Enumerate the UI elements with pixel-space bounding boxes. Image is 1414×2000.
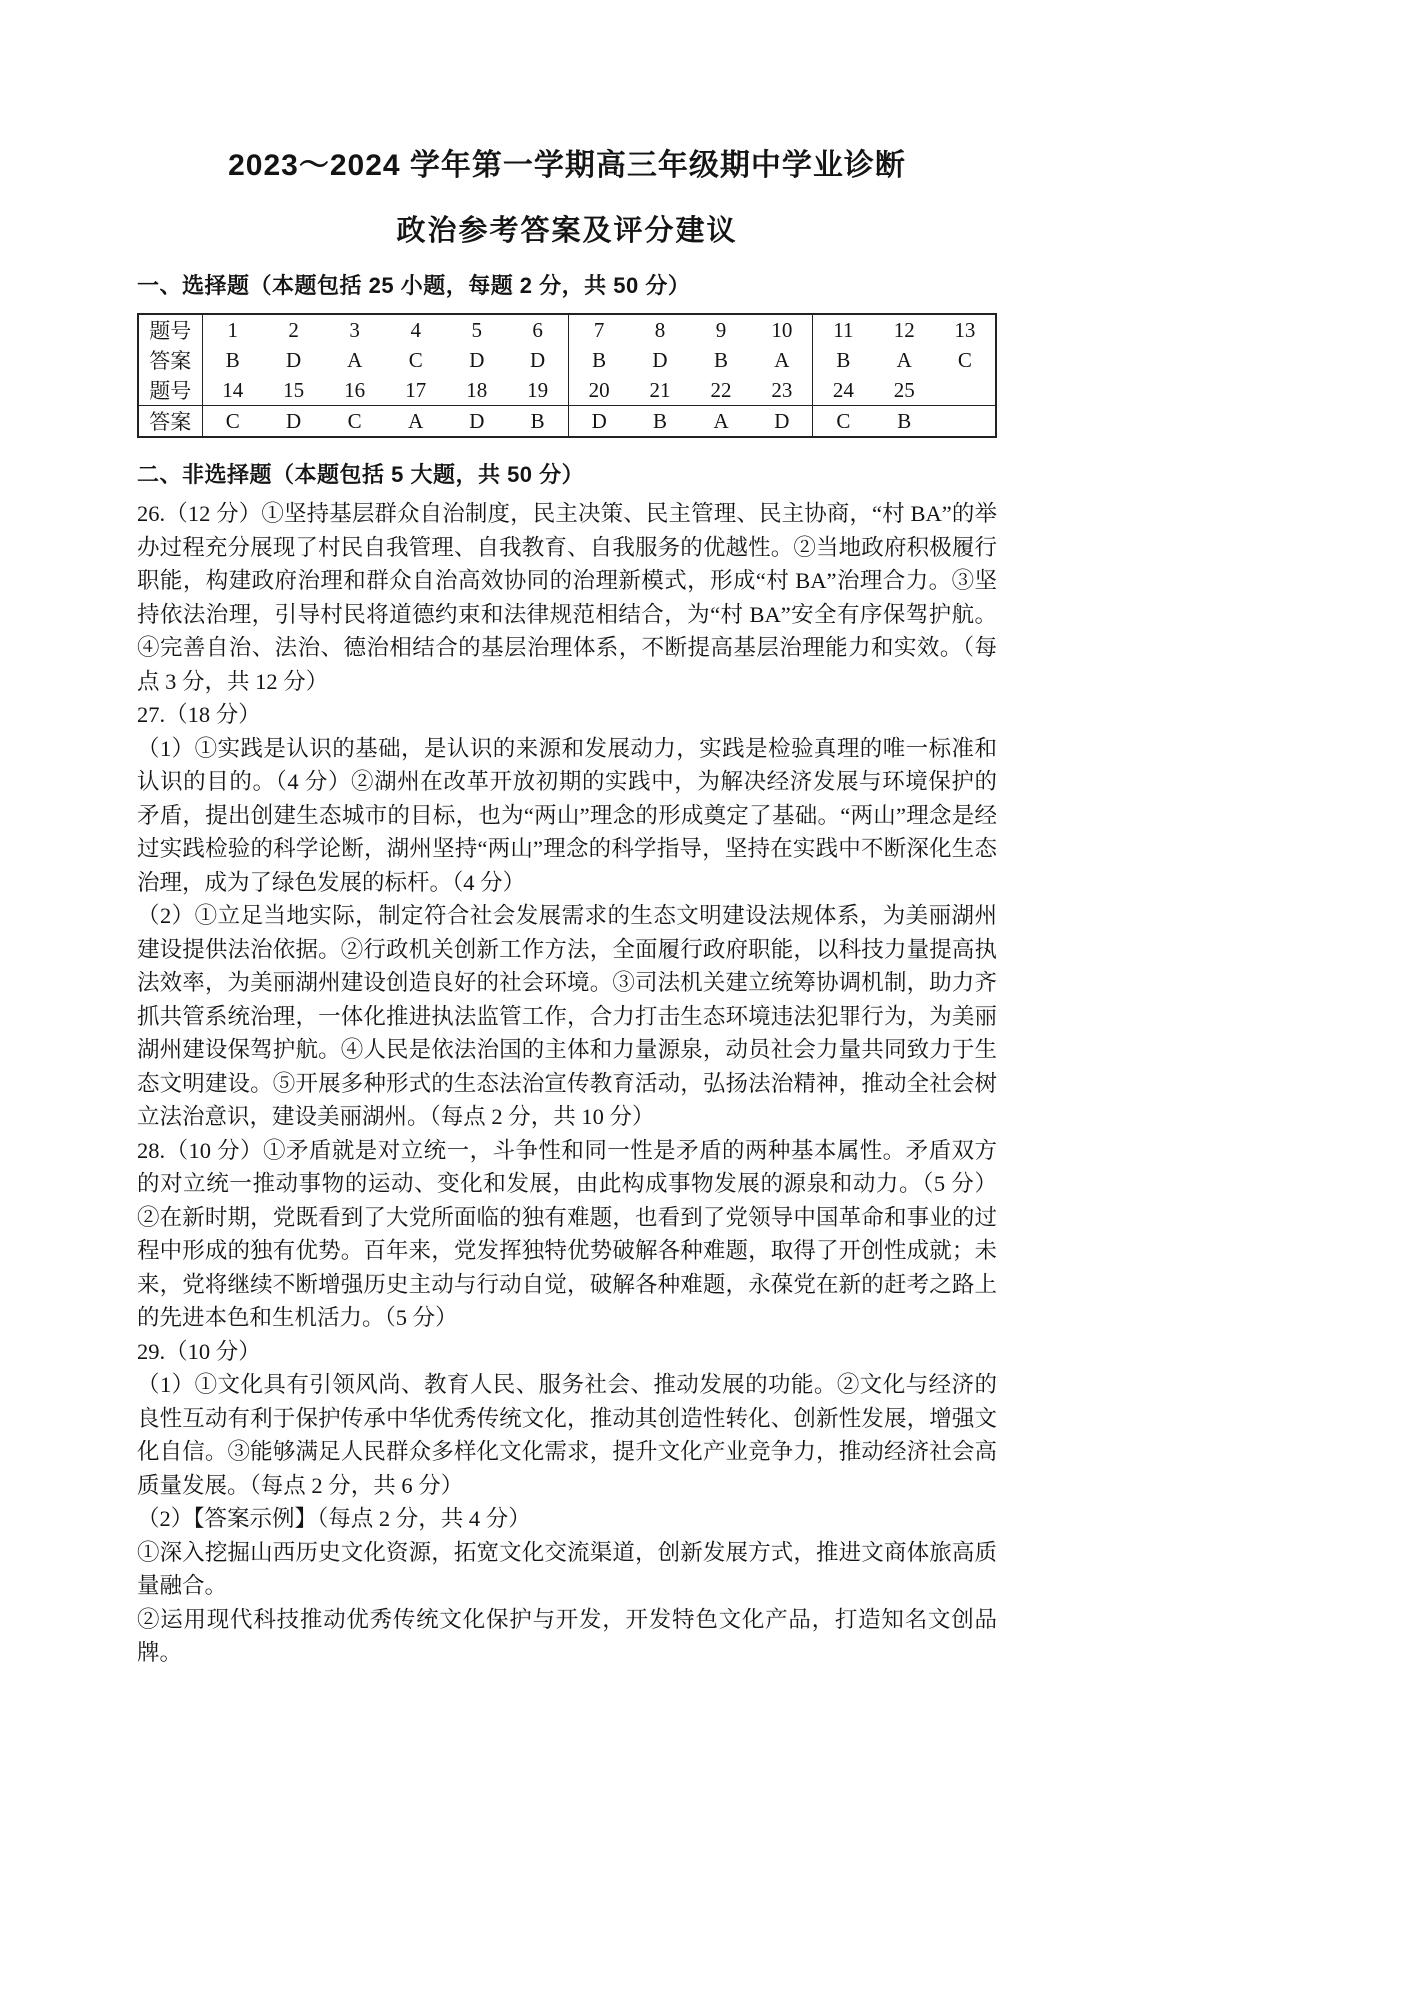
answer-cell: D [568,406,629,438]
answer-cell: 12 [893,317,915,342]
answer-cell: A [385,406,446,438]
row-header-cell: 题号 [138,375,202,406]
answer-table-row [138,314,996,345]
answer-cell: 1 [227,317,239,342]
answer-cell: D [446,406,507,438]
answer-27-part2: （2）①立足当地实际，制定符合社会发展需求的生态文明建设法规体系，为美丽湖州建设提供法治依据。②行政机关创新工作方法，全面履行政府职能，以科技力量提高执法效率，为美丽湖州建设创造良好的社会环境。③司法机关建立统筹协调机制，助力齐抓共管系统治理，一体化推进执法监管工作，合力打击生态环境违法犯罪行为，为美丽湖州建设保驾护航。④人民是依法治国的主体和力量源泉，动员社会力量共同致力于生态文明建设。⑤开展多种形式的生态法治宣传教育活动，弘扬法治精神，推动全社会树立法治意识，建设美丽湖州。（每点 2 分，共 10 分） [137,903,997,1129]
answer-cell: C [813,406,874,438]
answer-cell: 19 [527,377,549,402]
answer-cell: 18 [466,377,488,402]
answer-cell: B [629,406,690,438]
answer-cell: 20 [568,375,629,406]
answer-cell: D [286,347,302,372]
answer-cell: A [774,347,790,372]
answer-28: 28.（10 分）①矛盾就是对立统一，斗争性和同一性是矛盾的两种基本属性。矛盾双方的对立统一推动事物的运动、变化和发展，由此构成事物发展的源泉和动力。（5 分）②在新时期，党既看到了大党所面临的独有难题，也看到了党领导中国革命和事业的过程中形成的独有优势。百年来，党发挥独特优势破解各种难题，取得了开创性成就；未来，党将继续不断增强历史主动与行动自觉，破解各种难题，永葆党在新的赶考之路上的先进本色和生机活力。（5 分） [137,1137,997,1330]
row-header-cell: 答案 [138,406,202,438]
answer-cell: 24 [813,375,874,406]
answer-cell: B [714,347,729,372]
answer-table-row [138,375,996,406]
document-title: 2023～2024 学年第一学期高三年级期中学业诊断 [228,149,906,182]
answer-cell: 15 [283,377,305,402]
answer-29-part2-heading: （2）【答案示例】（每点 2 分，共 4 分） [137,1506,531,1531]
section-choice-heading: 一、选择题（本题包括 25 小题，每题 2 分，共 50 分） [137,273,691,298]
answer-cell: B [507,406,568,438]
answer-cell: D [469,347,485,372]
answer-table-body [138,314,996,437]
answer-cell: 3 [349,317,360,342]
answer-cell: 6 [532,317,543,342]
answer-cell: A [896,347,912,372]
answer-cell: D [752,406,813,438]
answer-cell: 22 [710,377,732,402]
answer-cell: A [691,406,752,438]
answer-cell: 21 [649,377,671,402]
answer-cell: C [202,406,263,438]
answer-cell: 25 [893,377,915,402]
answer-cell: 10 [771,317,793,342]
answer-29-part2-point2: ②运用现代科技推动优秀传统文化保护与开发，开发特色文化产品，打造知名文创品牌。 [137,1606,997,1665]
document-content [137,140,997,1670]
answer-26: 26.（12 分）①坚持基层群众自治制度，民主决策、民主管理、民主协商，“村 BA”的举办过程充分展现了村民自我管理、自我教育、自我服务的优越性。②当地政府积极履行职能，构建政府治理和群众自治高效协同的治理新模式，形成“村 BA”治理合力。③坚持依法治理，引导村民将道德约束和法律规范相结合，为“村 BA”安全有序保驾护航。④完善自治、法治、德治相结合的基层治理体系，不断提高基层治理能力和实效。（每点 3 分，共 12 分） [137,501,997,694]
answer-cell: 2 [288,317,299,342]
answer-cell: A [347,347,363,372]
answer-cell: 14 [222,377,244,402]
answer-cell: 5 [471,317,483,342]
answer-table-row [138,406,996,438]
answer-cell: 11 [813,314,874,345]
answer-cell: C [408,347,423,372]
answer-cell: 16 [344,377,366,402]
answer-cell: 4 [410,317,421,342]
answer-cell: 23 [771,377,793,402]
answer-cell: C [324,406,385,438]
answer-cell: 9 [715,317,727,342]
answer-cell: D [530,347,546,372]
answer-29-part2-point1: ①深入挖掘山西历史文化资源，拓宽文化交流渠道，创新发展方式，推进文商体旅高质量融合。 [137,1539,997,1598]
answer-table [137,313,997,438]
answer-cell: 17 [405,377,427,402]
answer-cell: C [957,347,972,372]
answer-cell: B [225,347,240,372]
answer-27-part1: （1）①实践是认识的基础，是认识的来源和发展动力，实践是检验真理的唯一标准和认识的目的。（4 分）②湖州在改革开放初期的实践中，为解决经济发展与环境保护的矛盾，提出创建生态城市的目标，也为“两山”理念的形成奠定了基础。“两山”理念是经过实践检验的科学论断，湖州坚持“两山”理念的科学指导，坚持在实践中不断深化生态治理，成为了绿色发展的标杆。（4 分） [137,735,997,895]
section-essay-heading: 二、非选择题（本题包括 5 大题，共 50 分） [137,462,585,487]
row-header-cell: 答案 [138,345,202,375]
answer-cell: B [568,345,629,375]
answer-cell: 13 [954,317,976,342]
answer-29-part1: （1）①文化具有引领风尚、教育人民、服务社会、推动发展的功能。②文化与经济的良性互动有利于保护传承中华优秀传统文化，推动其创造性转化、创新性发展，增强文化自信。③能够满足人民群众多样化文化需求，提升文化产业竞争力，推动经济社会高质量发展。（每点 2 分，共 6 分） [137,1372,997,1498]
answer-cell: D [263,406,324,438]
answer-cell: B [813,345,874,375]
answer-cell: D [652,347,668,372]
answer-table-row [138,345,996,375]
answer-29-heading: 29.（10 分） [137,1338,261,1364]
row-header-cell: 题号 [138,314,202,345]
answer-27-heading: 27.（18 分） [137,702,261,727]
answer-cell: B [874,406,935,438]
answer-cell: 7 [568,314,629,345]
answer-cell [935,375,996,406]
answer-cell [935,406,996,438]
answer-cell: 8 [654,317,666,342]
document-subtitle: 政治参考答案及评分建议 [396,215,738,247]
essay-answers [137,497,997,1670]
